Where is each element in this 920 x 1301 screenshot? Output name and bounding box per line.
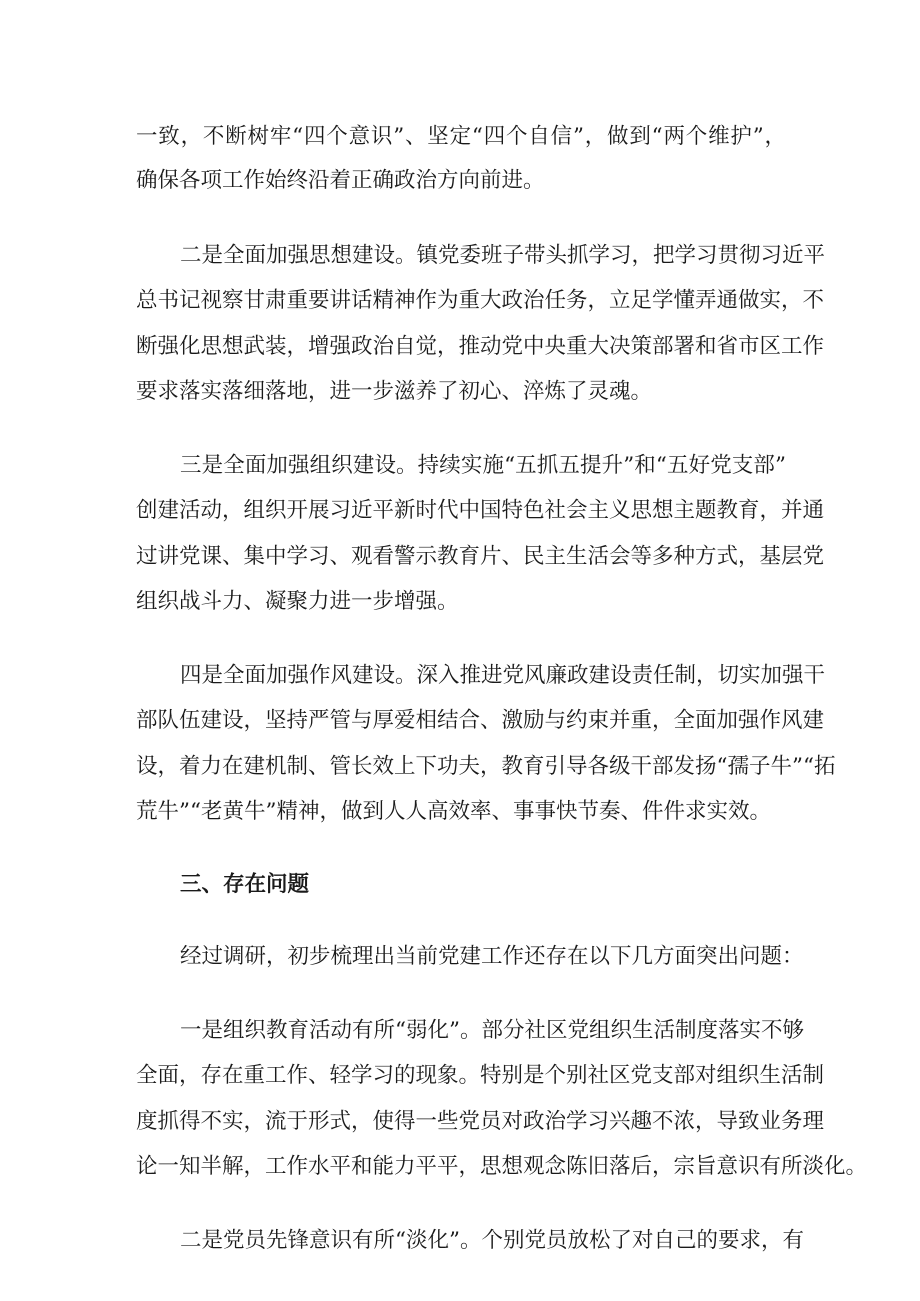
body-text-line: 荒牛”“老黄牛”精神，做到人人高效率、事事快节奏、件件求实效。 bbox=[136, 799, 771, 824]
body-text-line: 度抓得不实，流于形式，使得一些党员对政治学习兴趣不浓，导致业务理 bbox=[136, 1109, 825, 1134]
body-text-line: 总书记视察甘肃重要讲话精神作为重大政治任务，立足学懂弄通做实，不 bbox=[136, 288, 825, 313]
body-text-line: 过讲党课、集中学习、观看警示教育片、民主生活会等多种方式，基层党 bbox=[136, 544, 825, 569]
paragraph-first-line: 二是党员先锋意识有所“淡化”。个别党员放松了对自己的要求，有 bbox=[180, 1228, 804, 1253]
paragraph-first-line: 一是组织教育活动有所“弱化”。部分社区党组织生活制度落实不够 bbox=[180, 1018, 804, 1043]
section-heading: 三、存在问题 bbox=[180, 872, 310, 897]
body-text-line: 创建活动，组织开展习近平新时代中国特色社会主义思想主题教育，并通 bbox=[136, 498, 825, 523]
paragraph-first-line: 四是全面加强作风建设。深入推进党风廉政建设责任制，切实加强干 bbox=[180, 663, 826, 688]
body-text-line: 要求落实落细落地，进一步滋养了初心、淬炼了灵魂。 bbox=[136, 379, 653, 404]
paragraph-first-line: 二是全面加强思想建设。镇党委班子带头抓学习，把学习贯彻习近平 bbox=[180, 243, 826, 268]
paragraph-first-line: 三是全面加强组织建设。持续实施“五抓五提升”和“五好党支部” bbox=[180, 453, 786, 478]
body-text-line: 确保各项工作始终沿着正确政治方向前进。 bbox=[136, 168, 545, 193]
paragraph-first-line: 经过调研，初步梳理出当前党建工作还存在以下几方面突出问题： bbox=[180, 944, 804, 969]
body-text-line: 部队伍建设，坚持严管与厚爱相结合、激励与约束并重，全面加强作风建 bbox=[136, 708, 825, 733]
body-text-line: 设，着力在建机制、管长效上下功夫，教育引导各级干部发扬“孺子牛”“拓 bbox=[136, 754, 836, 779]
body-text-line: 论一知半解，工作水平和能力平平，思想观念陈旧落后，宗旨意识有所淡化。 bbox=[136, 1154, 868, 1179]
body-text-line: 一致，不断树牢“四个意识”、坚定“四个自信”，做到“两个维护”， bbox=[136, 124, 786, 149]
body-text-line: 全面，存在重工作、轻学习的现象。特别是个别社区党支部对组织生活制 bbox=[136, 1063, 825, 1088]
body-text-line: 断强化思想武装，增强政治自觉，推动党中央重大决策部署和省市区工作 bbox=[136, 334, 825, 359]
body-text-line: 组织战斗力、凝聚力进一步增强。 bbox=[136, 589, 459, 614]
